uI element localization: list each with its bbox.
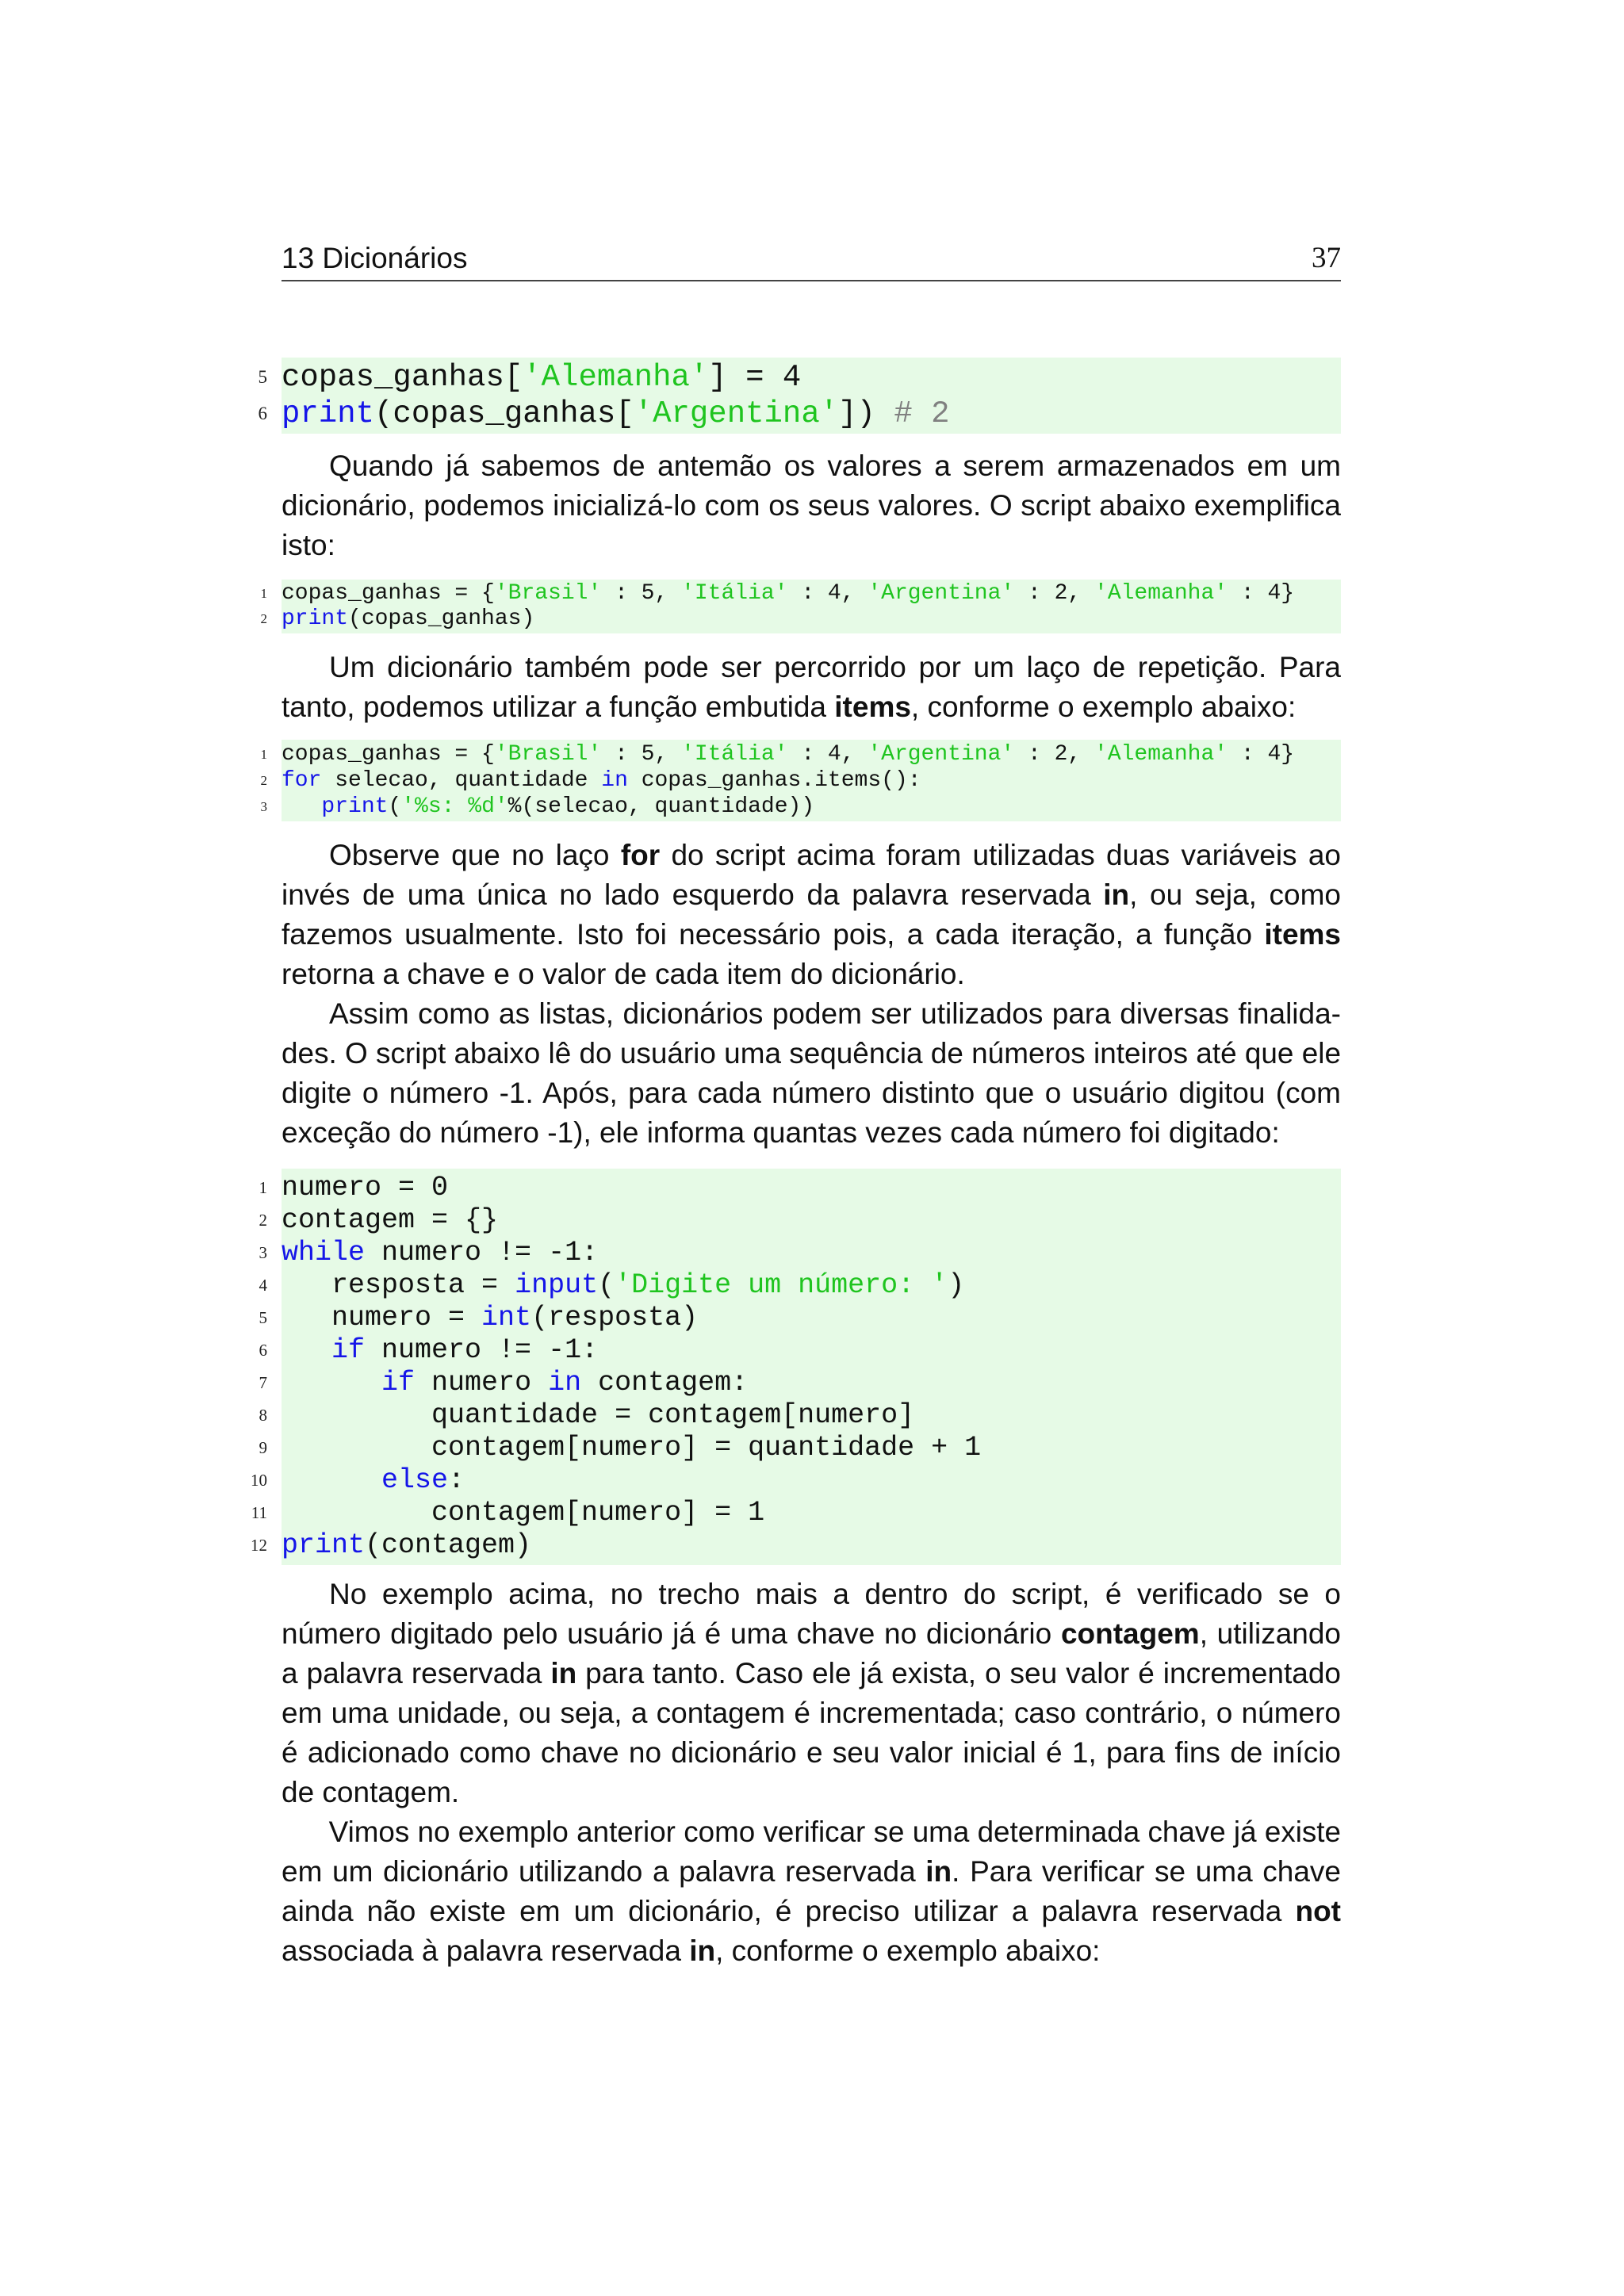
code-keyword: if [331,1334,366,1366]
code-text: numero != -1: [365,1334,599,1366]
code-text: numero != -1: [365,1237,599,1269]
text-line-wrapper [282,955,1341,994]
text-line-wrapper [282,1575,1341,1614]
text-line-wrapper [282,875,1341,915]
code-text: : 2, [1014,742,1095,767]
text-run: Um dicionário também pode ser percorrido por um laço de repetição. Para [329,651,1341,683]
text-line [282,1575,1341,1614]
text-run: tanto, podemos utilizar a função embutida [282,691,835,723]
code-line [259,1204,1341,1237]
text-line [282,1654,1341,1693]
text-run: Observe que no laço [329,839,621,871]
bold-term: items [1264,918,1341,951]
bold-term: in [550,1657,577,1689]
paragraph [282,1812,1341,1971]
text-run: em uma unidade, ou seja, a contagem é incrementada; caso contrário, o número [282,1697,1341,1729]
code-string: 'Argentina' [868,581,1015,606]
text-line [282,1614,1341,1654]
code-keyword: print [282,607,349,631]
paragraph [282,994,1341,1153]
code-string: 'Alemanha' [1094,742,1228,767]
text-run: , utilizando [1199,1617,1342,1650]
code-line [259,1432,1341,1464]
code-line [259,1399,1341,1432]
text-run: isto: [282,529,335,561]
bold-term: items [834,691,911,723]
code-string: 'Itália' [681,742,788,767]
text-line [282,1733,1341,1773]
text-line [282,648,1341,687]
code-line [258,396,1341,432]
text-line-wrapper [282,1852,1341,1892]
code-keyword: else [381,1464,449,1496]
text-line-wrapper [282,1892,1341,1931]
paragraph [282,836,1341,994]
text-line-wrapper [282,1034,1341,1073]
code-line [260,767,1341,794]
code-text: : 4} [1228,742,1295,767]
text-run: exceção do número -1), ele informa quantas vezes cada número foi digitado: [282,1116,1280,1149]
text-run: , ou seja, como [1129,878,1342,911]
code-string: 'Alemanha' [1094,581,1228,606]
code-keyword: int [481,1302,532,1334]
code-keyword: in [548,1367,582,1399]
code-text: numero = 0 [282,1172,449,1203]
text-line-wrapper [282,687,1341,727]
code-text: ( [388,794,402,819]
line-number: 10 [251,1471,267,1490]
code-line [251,1529,1341,1562]
code-line [259,1269,1341,1302]
text-line-wrapper [282,1693,1341,1733]
code-line [259,1172,1341,1204]
text-line-wrapper [282,526,1341,565]
text-line-wrapper [282,648,1341,687]
code-text: (copas_ganhas[ [374,396,634,431]
code-text: copas_ganhas = { [282,581,495,606]
text-run: Quando já sabemos de antemão os valores a serem armazenados em um [329,450,1341,482]
code-line [260,741,1341,767]
code-text: contagem = {} [282,1204,499,1236]
code-listing [260,580,1341,633]
line-number: 9 [259,1438,267,1457]
code-text: copas_ganhas = { [282,742,495,767]
text-line [282,1773,1341,1812]
text-run: retorna a chave e o valor de cada item do dicionário. [282,958,965,990]
code-text: : 4} [1228,581,1295,606]
code-string: 'Brasil' [494,581,602,606]
code-line [259,1334,1341,1367]
line-number: 8 [259,1406,267,1425]
bold-term: in [925,1855,952,1888]
text-run: . Para verificar se uma chave [952,1855,1341,1888]
text-line-wrapper [282,915,1341,955]
line-number: 2 [260,773,267,788]
code-text: contagem[numero] = quantidade + 1 [282,1432,982,1464]
text-line-wrapper [282,1931,1341,1971]
code-text: (copas_ganhas) [348,607,535,631]
code-listing [251,1169,1341,1565]
text-line-wrapper [282,836,1341,875]
bold-term: not [1295,1895,1341,1927]
text-run: número digitado pelo usuário já é uma chave no dicionário [282,1617,1061,1650]
line-number: 6 [258,404,267,423]
code-line [260,794,1341,820]
text-line-wrapper [282,1654,1341,1693]
code-string: 'Argentina' [634,396,839,431]
code-listing [258,358,1341,434]
text-run: No exemplo acima, no trecho mais a dentro do script, é verificado se o [329,1578,1341,1610]
text-line-wrapper [282,486,1341,526]
code-line [260,581,1341,607]
text-run: a palavra reservada [282,1657,551,1689]
paragraph [282,648,1341,727]
line-number: 6 [259,1341,267,1360]
text-line [282,875,1341,915]
line-number: 2 [260,611,267,626]
code-text: contagem: [581,1367,749,1399]
code-text: : 4, [787,742,868,767]
code-text [282,794,321,819]
code-string: 'Argentina' [868,742,1015,767]
code-text: %(selecao, quantidade)) [508,794,815,819]
code-text: : 5, [601,581,682,606]
text-run: , conforme o exemplo abaixo: [910,691,1297,723]
text-line-wrapper [282,1073,1341,1113]
line-number: 3 [259,1243,267,1262]
text-line [282,1852,1341,1892]
code-string: 'Digite um número: ' [615,1269,948,1301]
code-text: (resposta) [531,1302,699,1334]
code-string: '%s: %d' [401,794,508,819]
code-text: contagem[numero] = 1 [282,1497,765,1529]
code-text: numero [415,1367,549,1399]
code-text [282,1334,331,1366]
text-line-wrapper [282,1614,1341,1654]
text-run: Vimos no exemplo anterior como verificar se uma determinada chave já existe [328,1816,1341,1848]
line-number: 1 [259,1178,267,1197]
text-line-wrapper [282,994,1341,1034]
text-line [282,526,1341,565]
line-number: 4 [259,1276,267,1295]
running-header [282,242,1341,281]
code-text: copas_ganhas[ [282,360,523,395]
page-number: 37 [1312,242,1341,274]
code-line [259,1367,1341,1399]
text-run: Assim como as listas, dicionários podem ser utilizados para diversas finalida- [329,997,1341,1030]
text-line [282,915,1341,955]
text-run: ainda não existe em um dicionário, é preciso utilizar a palavra reservada [282,1895,1296,1927]
text-run: de contagem. [282,1776,460,1808]
text-run: invés de uma única no lado esquerdo da palavra reservada [282,878,1104,911]
paragraph [282,446,1341,565]
text-line [282,1693,1341,1733]
code-text: : 2, [1014,581,1095,606]
text-run: , conforme o exemplo abaixo: [715,1934,1101,1967]
code-line [251,1497,1341,1529]
code-keyword: print [282,1529,366,1561]
code-text: (contagem) [365,1529,532,1561]
code-text: selecao, quantidade [321,768,602,793]
code-string: 'Itália' [681,581,788,606]
code-text: : [448,1464,465,1496]
text-line-wrapper [282,1733,1341,1773]
code-line [259,1302,1341,1334]
text-run: do script acima foram utilizadas duas variáveis ao [660,839,1342,871]
code-text: numero = [282,1302,482,1334]
line-number: 5 [259,1308,267,1327]
text-run: des. O script abaixo lê do usuário uma sequência de números inteiros até que ele [282,1037,1341,1070]
text-run: associada à palavra reservada [282,1934,690,1967]
code-text [282,1464,381,1496]
text-line [282,955,1341,994]
code-keyword: for [282,768,322,793]
text-line [282,836,1341,875]
line-number: 1 [260,586,267,601]
bold-term: contagem [1060,1617,1200,1650]
code-text [282,1367,381,1399]
text-line [282,1931,1341,1971]
code-keyword: in [601,768,628,793]
code-string: 'Brasil' [494,742,602,767]
text-line [282,486,1341,526]
text-run: para tanto. Caso ele já exista, o seu valor é incrementado [576,1657,1341,1689]
text-run: digite o número -1. Após, para cada número distinto que o usuário digitou (com [282,1077,1341,1109]
text-line [282,687,1341,727]
code-text: ] = 4 [708,360,802,395]
text-line-wrapper [282,1773,1341,1812]
code-text: quantidade = contagem[numero] [282,1399,915,1431]
code-line [251,1464,1341,1497]
code-text: copas_ganhas.items(): [627,768,921,793]
code-text: : 4, [787,581,868,606]
bold-term: in [689,1934,716,1967]
line-number: 1 [260,747,267,762]
text-run: fazemos usualmente. Isto foi necessário pois, a cada iteração, a função [282,918,1265,951]
bold-term: in [1103,878,1130,911]
code-text: ) [948,1269,965,1301]
code-keyword: input [515,1269,599,1301]
line-number: 2 [259,1211,267,1230]
text-line-wrapper [282,446,1341,486]
code-string: 'Alemanha' [523,360,709,395]
code-text: ]) [838,396,894,431]
text-run: em um dicionário utilizando a palavra reservada [282,1855,926,1888]
line-number: 12 [251,1536,267,1555]
code-text: ( [598,1269,615,1301]
code-keyword: while [282,1237,366,1269]
text-line [282,1812,1341,1852]
paragraph [282,1575,1341,1812]
bold-term: for [620,839,661,871]
code-keyword: print [321,794,389,819]
code-listing [260,740,1341,821]
text-line [282,1892,1341,1931]
code-line [258,359,1341,396]
text-run: é adicionado como chave no dicionário e seu valor inicial é 1, para fins de início [282,1736,1341,1769]
page-body [251,358,1342,1971]
code-keyword: if [381,1367,416,1399]
chapter-title: 13 Dicionários [282,242,468,274]
text-line [282,994,1341,1034]
code-line [260,607,1341,632]
text-line [282,446,1341,486]
line-number: 11 [251,1503,267,1522]
text-line [282,1034,1341,1073]
line-number: 7 [259,1373,267,1392]
text-run: dicionário, podemos inicializá-lo com os seus valores. O script abaixo exemplifica [282,489,1341,522]
code-text: resposta = [282,1269,515,1301]
text-line [282,1073,1341,1113]
code-keyword: print [282,396,375,431]
code-line [259,1237,1341,1269]
line-number: 3 [260,799,267,814]
code-text: : 5, [601,742,682,767]
text-line-wrapper [282,1812,1341,1852]
line-number: 5 [258,367,267,387]
text-line-wrapper [282,1113,1341,1153]
text-line [282,1113,1341,1153]
code-comment: # 2 [894,396,950,431]
